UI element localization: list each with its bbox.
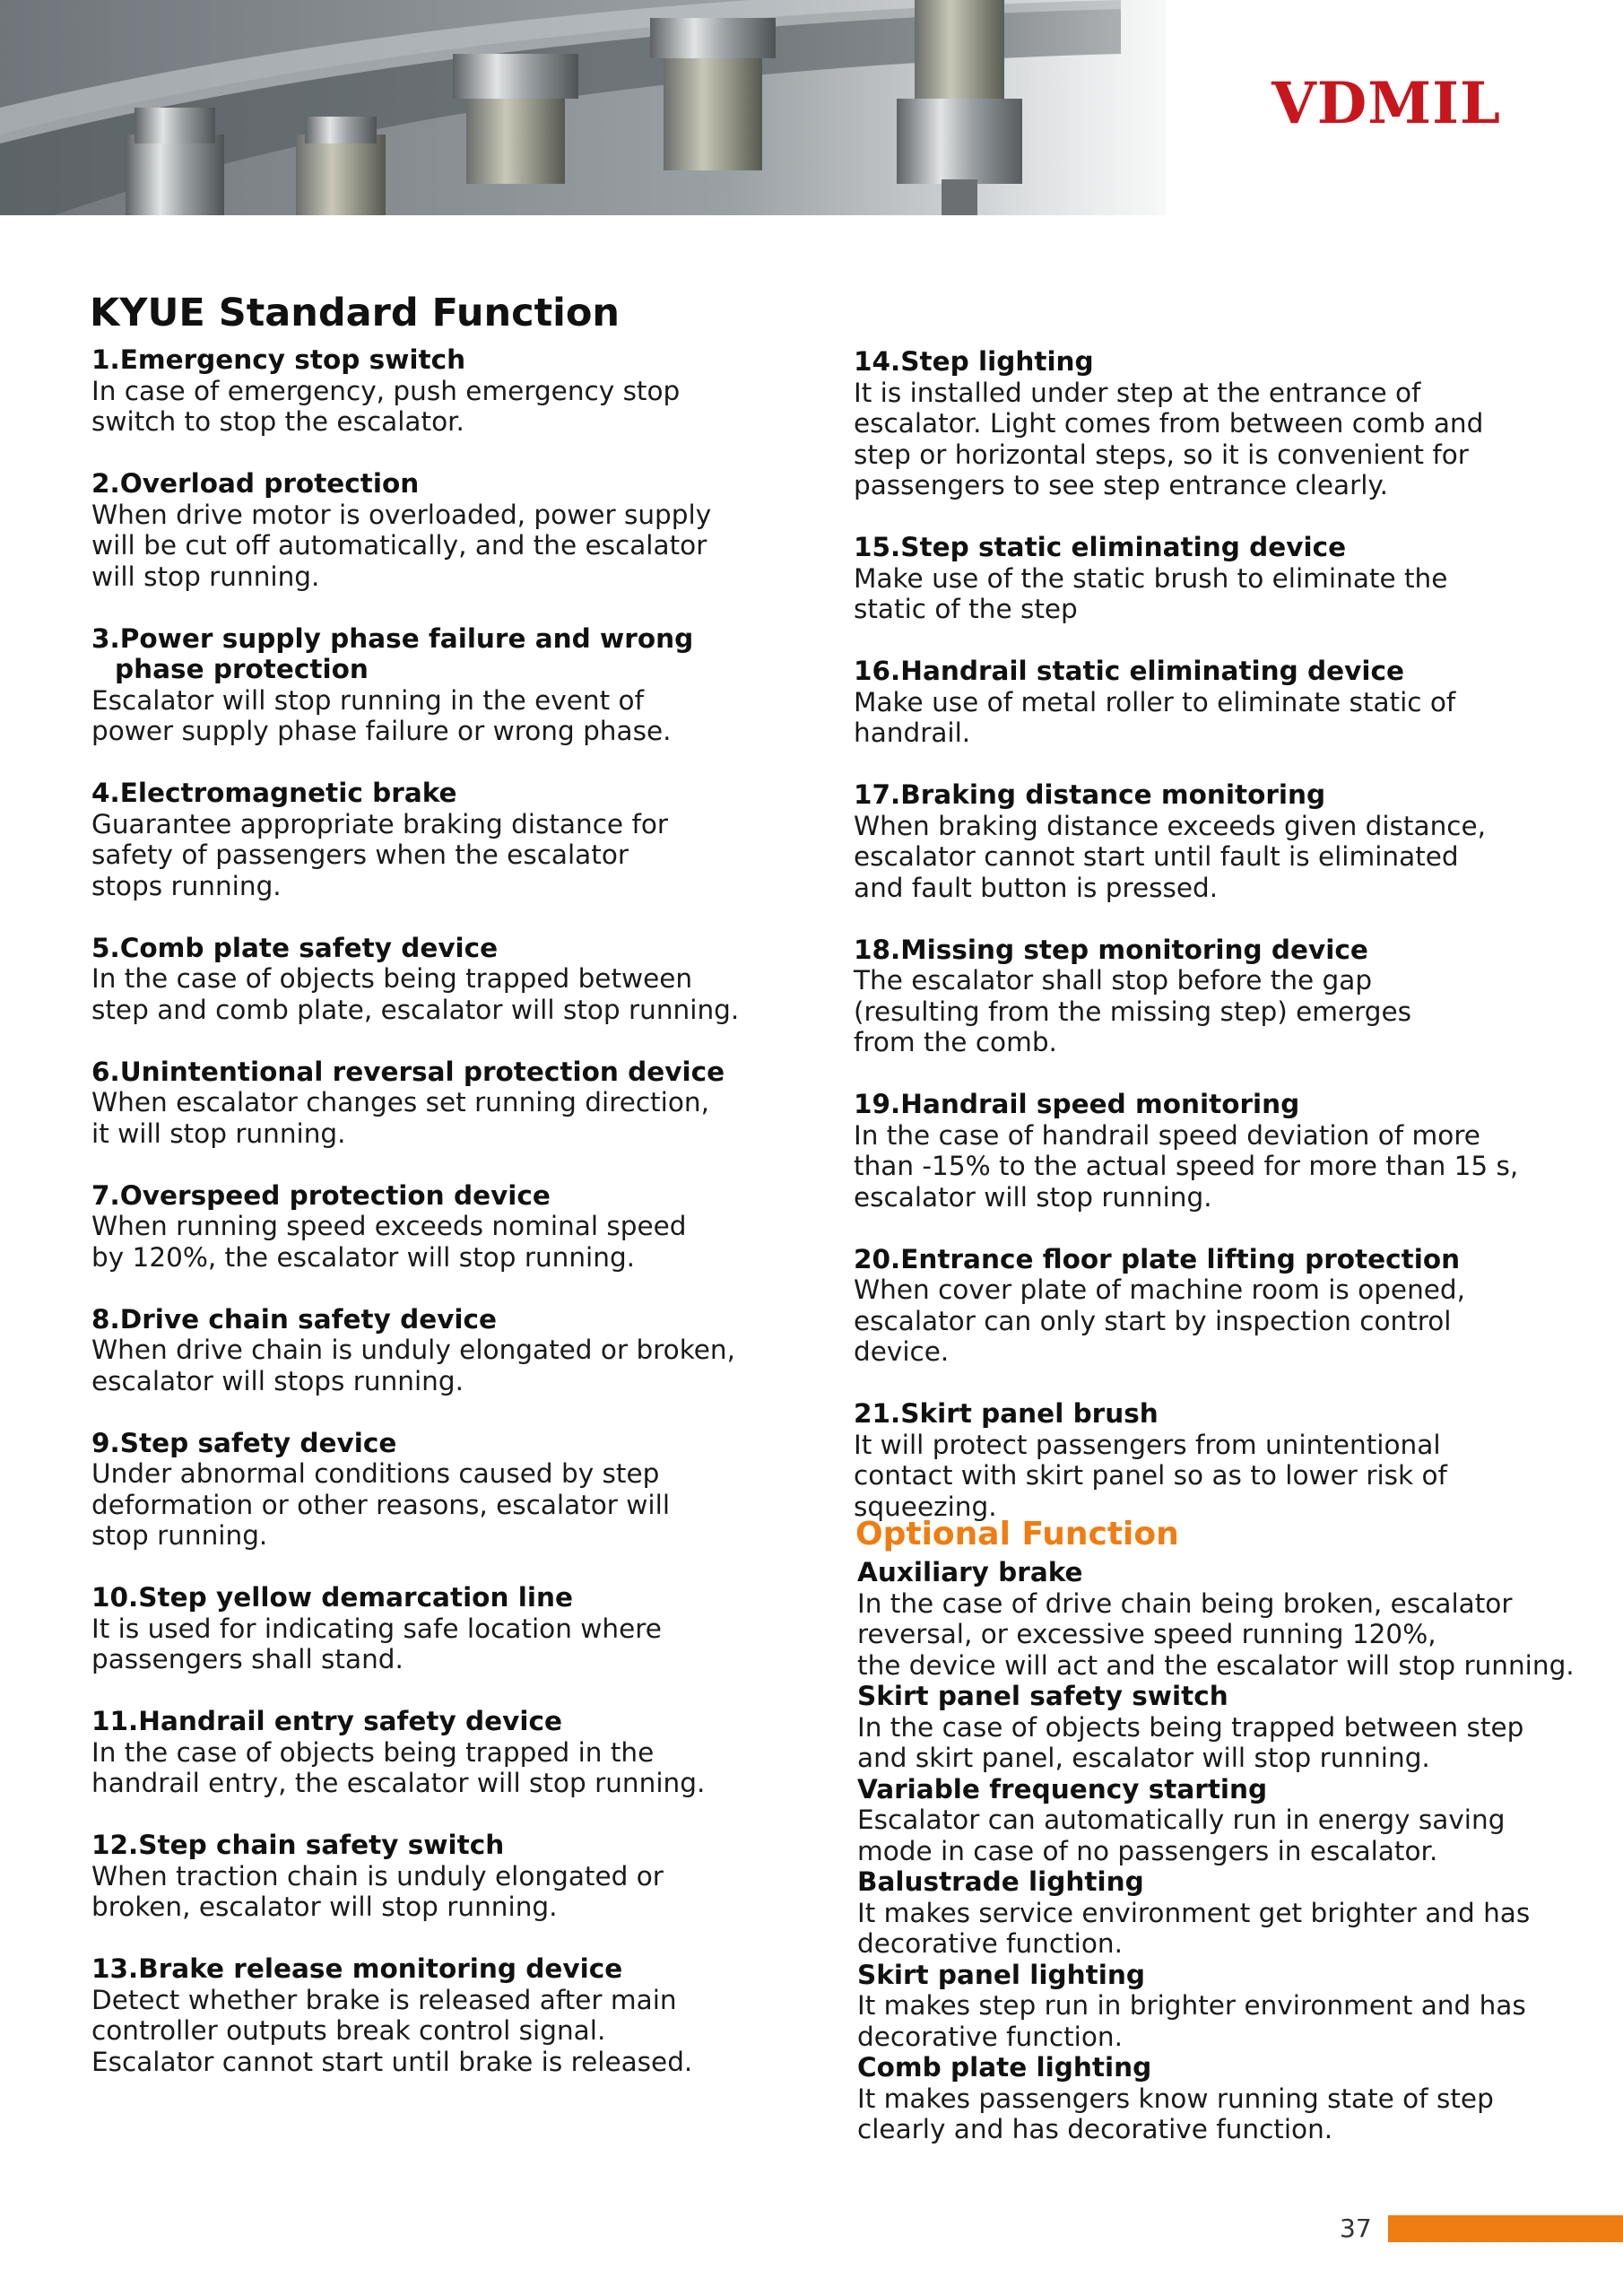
item-title: Auxiliary brake (857, 1557, 1083, 1587)
list-item (854, 1244, 1607, 1368)
item-body: In the case of drive chain being broken, escalator reversal, or excessive speed running 120%, the device will act and the escalator will stop running. (857, 1587, 1575, 1681)
item-body: It will protect passengers from unintentional contact with skirt panel so as to lower risk of squeezing. (854, 1429, 1447, 1522)
item-title: Variable frequency starting (857, 1773, 1268, 1805)
item-body: In the case of objects being trapped between step and skirt panel, escalator will stop running. (857, 1711, 1524, 1773)
item-title: 19.Handrail speed monitoring (854, 1089, 1300, 1119)
item-title-line1: 3.Power supply phase failure and wrong (91, 622, 694, 654)
item-body: When drive motor is overloaded, power supply will be cut off automatically, and the escalator will stop running. (91, 499, 712, 592)
item-body: It makes passengers know running state of step clearly and has decorative function. (857, 2083, 1494, 2144)
list-item (91, 1057, 827, 1150)
optional-function-list (857, 1557, 1619, 2145)
item-body: When running speed exceeds nominal speed by 120%, the escalator will stop running. (91, 1211, 687, 1273)
list-item (91, 623, 827, 747)
item-title: 15.Step static eliminating device (854, 532, 1347, 562)
list-item (854, 1089, 1607, 1213)
item-title: Balustrade lighting (857, 1866, 1144, 1897)
item-body: Guarantee appropriate braking distance for safety of passengers when the escalator stops running. (91, 808, 669, 901)
list-item (91, 1428, 827, 1552)
item-body: When braking distance exceeds given distance, escalator cannot start until fault is eliminated and fault button is pressed. (854, 810, 1487, 903)
list-item (91, 1830, 827, 1923)
page-title: KYUE Standard Function (90, 291, 621, 335)
item-title: 21.Skirt panel brush (854, 1398, 1159, 1429)
item-body: In the case of handrail speed deviation of more than -15% to the actual speed for more than 15 s, escalator will stop running. (854, 1119, 1519, 1213)
optional-function-heading: Optional Function (855, 1516, 1179, 1552)
list-item (857, 1557, 1619, 1681)
item-title: 4.Electromagnetic brake (91, 778, 457, 808)
item-body: Escalator will stop running in the event of power supply phase failure or wrong phase. (91, 684, 672, 746)
item-body: When escalator changes set running direction, it will stop running. (91, 1087, 709, 1149)
item-title: 5.Comb plate safety device (91, 932, 499, 963)
item-title: 11.Handrail entry safety device (91, 1706, 562, 1736)
list-item (854, 656, 1607, 749)
page-accent-bar (1388, 2215, 1623, 2242)
item-body: Escalator can automatically run in energy saving mode in case of no passengers in escalator. (857, 1805, 1506, 1866)
list-item (91, 1953, 827, 2077)
left-column (91, 344, 827, 2109)
item-body: It makes step run in brighter environment and has decorative function. (857, 1990, 1526, 2052)
item-body: The escalator shall stop before the gap (resulting from the missing step) emerges from the comb. (854, 965, 1412, 1057)
vdmil-logo: VDMIL (1271, 70, 1501, 137)
right-column (854, 346, 1607, 1522)
item-body: When drive chain is unduly elongated or broken, escalator will stops running. (91, 1335, 735, 1396)
item-body: Make use of metal roller to eliminate static of handrail. (854, 686, 1456, 748)
item-title: Comb plate lighting (857, 2052, 1152, 2083)
list-item (91, 778, 827, 901)
list-item (854, 532, 1607, 625)
header-banner (0, 0, 1623, 215)
item-body: In the case of objects being trapped in the handrail entry, the escalator will stop running. (91, 1736, 706, 1798)
list-item (91, 344, 827, 438)
item-title: 20.Entrance floor plate lifting protection (854, 1243, 1461, 1274)
list-item (91, 1582, 827, 1675)
list-item (91, 933, 827, 1026)
list-item (857, 1866, 1619, 1960)
item-title: Skirt panel safety switch (857, 1681, 1228, 1711)
list-item (857, 1960, 1619, 2053)
item-title: 16.Handrail static eliminating device (854, 656, 1405, 686)
list-item (91, 1304, 827, 1397)
item-body: It is used for indicating safe location where passengers shall stand. (91, 1613, 662, 1674)
item-title (91, 623, 827, 685)
item-title: 10.Step yellow demarcation line (91, 1582, 573, 1613)
list-item (854, 1398, 1607, 1522)
list-item (91, 1706, 827, 1799)
list-item (854, 346, 1607, 501)
item-body: When cover plate of machine room is opened, escalator can only start by inspection control device. (854, 1274, 1466, 1367)
item-title: 1.Emergency stop switch (91, 344, 466, 375)
item-title: 13.Brake release monitoring device (91, 1953, 623, 1984)
list-item (91, 1180, 827, 1274)
item-title-line2: phase protection (115, 654, 369, 684)
item-body: It is installed under step at the entrance of escalator. Light comes from between comb and step or horizontal steps, so it is convenient for passengers to see step entrance clearly. (854, 377, 1484, 500)
item-title: 6.Unintentional reversal protection device (91, 1056, 725, 1087)
item-title: 18.Missing step monitoring device (854, 934, 1368, 965)
item-title: 9.Step safety device (91, 1427, 397, 1458)
item-body: When traction chain is unduly elongated or broken, escalator will stop running. (91, 1860, 664, 1922)
item-body: Under abnormal conditions caused by step deformation or other reasons, escalator will stop running. (91, 1458, 671, 1551)
item-title: 12.Step chain safety switch (91, 1830, 505, 1860)
list-item (857, 2052, 1619, 2145)
list-item (857, 1681, 1619, 1774)
item-body: Make use of the static brush to eliminate the static of the step (854, 562, 1448, 624)
item-title: 8.Drive chain safety device (91, 1303, 498, 1335)
page-number: 37 (1340, 2213, 1372, 2243)
item-title: 2.Overload protection (91, 468, 420, 499)
item-body: In the case of objects being trapped between step and comb plate, escalator will stop running. (91, 963, 740, 1025)
item-title: 17.Braking distance monitoring (854, 779, 1326, 810)
item-body: In case of emergency, push emergency stop switch to stop the escalator. (91, 375, 681, 437)
item-body: It makes service environment get brighter and has decorative function. (857, 1897, 1531, 1959)
list-item (854, 779, 1607, 903)
item-body: Detect whether brake is released after main controller outputs break control signal. Escalator cannot start until brake is released. (91, 1984, 693, 2077)
item-title: 7.Overspeed protection device (91, 1179, 551, 1211)
list-item (91, 468, 827, 592)
list-item (857, 1774, 1619, 1867)
list-item (854, 935, 1607, 1058)
item-title: 14.Step lighting (854, 346, 1094, 377)
item-title: Skirt panel lighting (857, 1959, 1145, 1990)
